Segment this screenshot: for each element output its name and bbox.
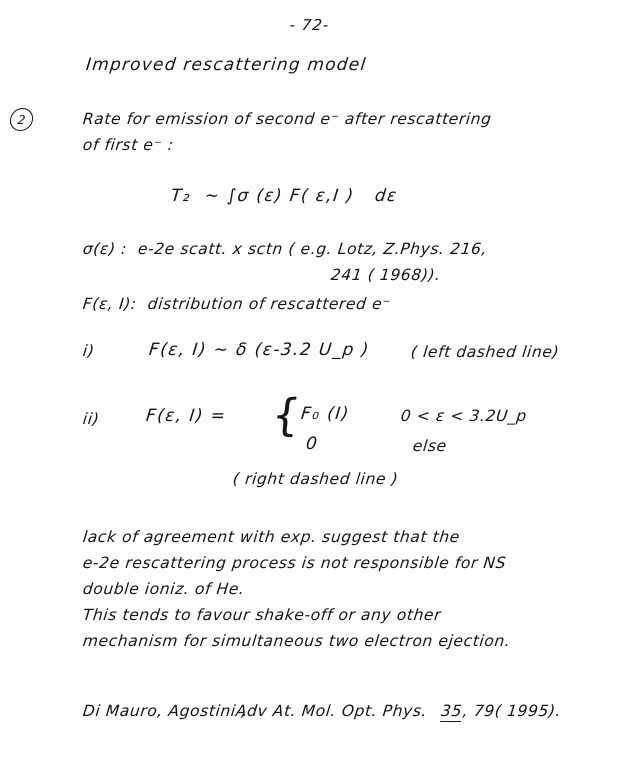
note-case-ii: ( right dashed line )	[232, 470, 400, 488]
item-marker: 2	[9, 108, 34, 131]
equation-main: T₂ ~ ∫σ (ε) F( ε,I ) dε	[170, 186, 399, 206]
label-case-i: i)	[82, 342, 96, 360]
line-conclusion-4: This tends to favour shake-off or any other	[82, 606, 443, 624]
equation-case-ii-bottom: 0	[305, 434, 320, 454]
line-sigma-definition: σ(ε) : e-2e scatt. x sctn ( e.g. Lotz, Z.Phys. 216,	[82, 240, 489, 258]
line-intro2: of first e⁻ :	[82, 136, 175, 154]
line-conclusion-2: e-2e rescattering process is not responsible for NS	[82, 554, 508, 572]
note-case-i: ( left dashed line)	[410, 343, 561, 361]
curly-brace-icon: {	[269, 390, 303, 441]
label-case-ii: ii)	[82, 410, 101, 428]
equation-case-ii-top: F₀ (I)	[300, 404, 351, 424]
reference-journal: Adv At. Mol. Opt. Phys.	[235, 702, 429, 720]
reference-pages-year: , 79( 1995).	[462, 702, 563, 720]
condition-case-ii-bottom: else	[412, 437, 448, 455]
line-conclusion-3: double ioniz. of He.	[82, 580, 246, 598]
reference-volume: 35	[440, 702, 464, 720]
line-conclusion-1: lack of agreement with exp. suggest that the	[82, 528, 461, 546]
equation-case-ii: F(ε, I) =	[145, 406, 228, 426]
line-intro1: Rate for emission of second e⁻ after rescattering	[82, 110, 493, 128]
page-title: Improved rescattering model	[85, 55, 368, 75]
line-sigma-reference: 241 ( 1968)).	[330, 266, 442, 284]
page-number: - 72-	[288, 16, 331, 34]
reference-authors: Di Mauro, Agostini ,	[82, 702, 248, 720]
line-conclusion-5: mechanism for simultaneous two electron ejection.	[82, 632, 512, 650]
condition-case-ii-top: 0 < ε < 3.2U_p	[400, 407, 528, 425]
equation-case-i: F(ε, I) ~ δ (ε-3.2 U_p )	[148, 340, 371, 360]
line-f-definition: F(ε, I): distribution of rescattered e⁻	[82, 295, 393, 313]
